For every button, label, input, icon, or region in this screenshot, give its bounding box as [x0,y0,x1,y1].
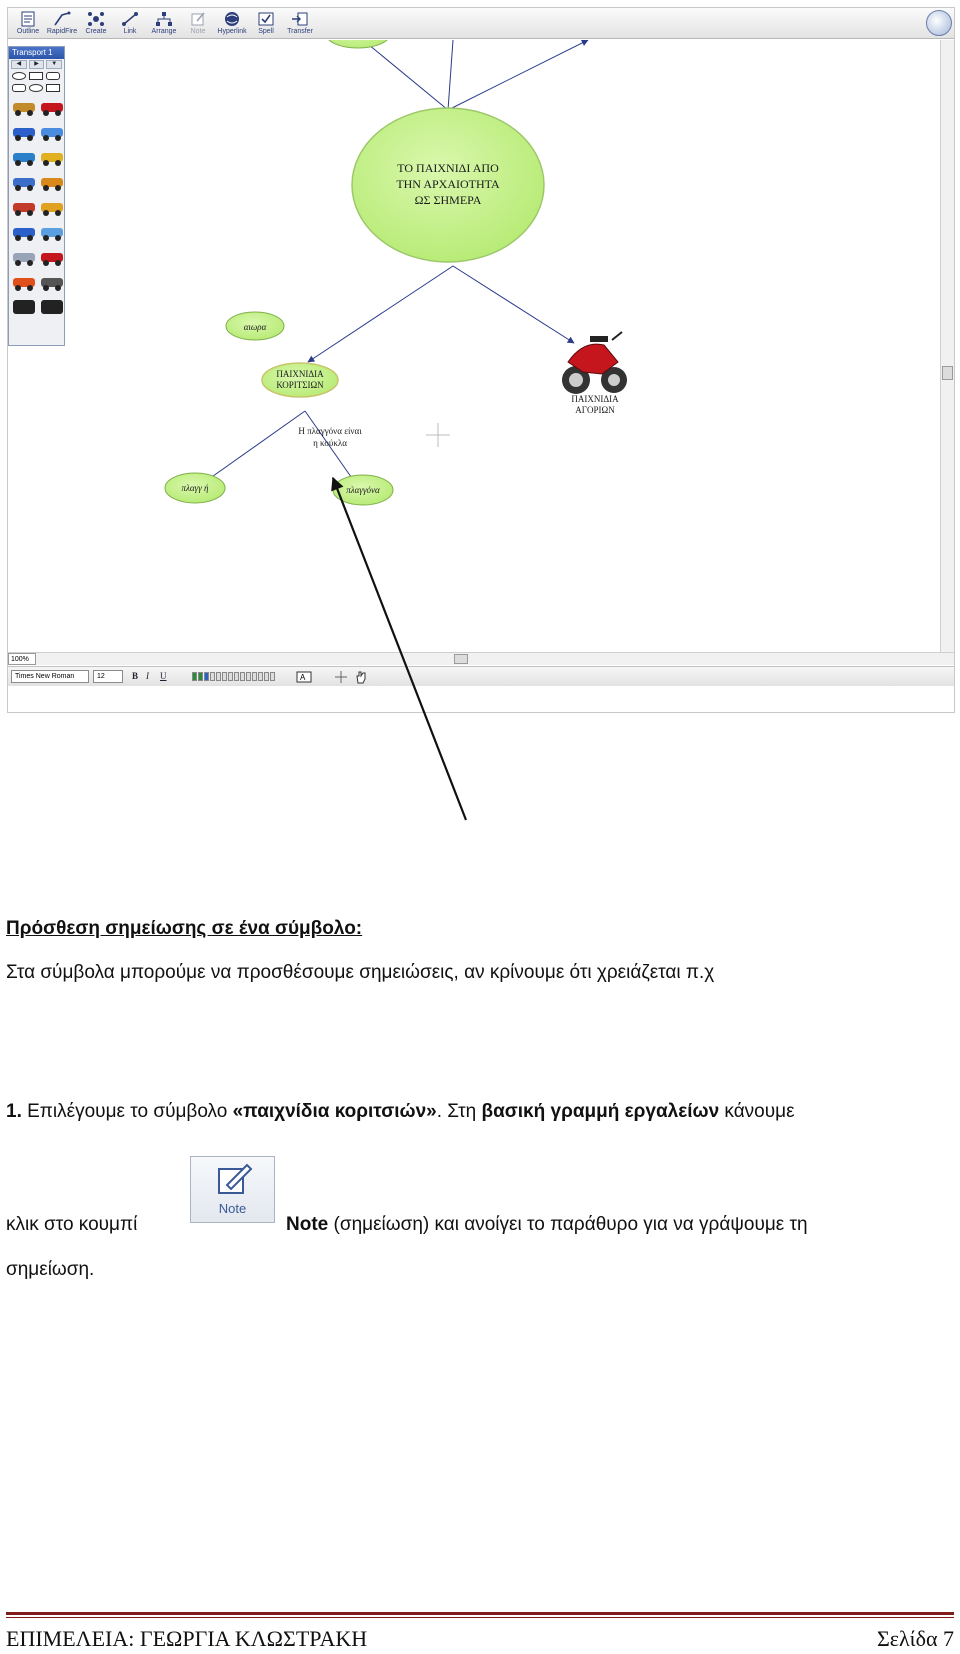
font-family-select[interactable]: Times New Roman [11,670,89,683]
italic-button[interactable]: I [146,671,149,681]
central-node-line1: ΤΟ ΠΑΙΧΝΙΔΙ ΑΠΟ [397,161,499,175]
boys-node-line2: ΑΓΟΡΙΩΝ [575,405,615,415]
footer-page-number: Σελίδα 7 [876,1626,954,1651]
note-label: Note [190,28,206,35]
girls-node-line1: ΠΑΙΧΝΙΔΙΑ [276,369,324,379]
palette-title: Transport 1 [9,47,64,59]
spell-label: Spell [258,28,274,35]
aiora-node-label: αιωρα [243,322,267,332]
click-note-paragraph-end: σημείωση. [6,1259,95,1280]
step-toolbar-name: βασική γραμμή εργαλείων [481,1101,720,1122]
palette-menu-button[interactable]: ▼ [46,60,62,69]
palette-next-button[interactable]: ▶ [29,60,45,69]
girls-node-line2: ΚΟΡΙΤΣΙΩΝ [276,380,324,390]
plaggona-node-label: πλαγγόνα [346,485,380,495]
intro-paragraph: Στα σύμβολα μπορούμε να προσθέσουμε σημειώσεις, αν κρίνουμε ότι χρειάζεται π.χ [6,962,715,983]
note-text-line1: Η πλαγγόνα είναι [298,426,362,436]
central-node-line3: ΩΣ ΣΗΜΕΡΑ [414,193,482,207]
create-label: Create [85,28,107,35]
ptaistra-node-label: πλαγγ ή [181,483,209,493]
click-note-paragraph [6,1214,954,1236]
palette-prev-button[interactable]: ◀ [11,60,27,69]
font-size-select[interactable]: 12 [93,670,123,683]
step-one-paragraph [6,1101,795,1123]
bold-button[interactable]: B [132,671,139,681]
boys-node-line1: ΠΑΙΧΝΙΔΙΑ [571,394,619,404]
note-button-image [190,1156,275,1223]
step-text-e: κάνουμε [719,1101,795,1122]
underline-button[interactable]: U [160,671,167,681]
hyperlink-label: Hyperlink [217,28,247,35]
transfer-label: Transfer [287,28,313,35]
arrange-label: Arrange [151,28,177,35]
svg-text:A: A [300,673,306,682]
note-word: Note [286,1214,329,1235]
note-text-line2: η κούκλα [313,438,347,448]
footer-rule [6,1617,954,1618]
link-label: Link [123,28,137,35]
note-pencil-icon [213,1161,253,1197]
rapidfire-label: RapidFire [46,28,78,35]
step-text-a: Επιλέγουμε το σύμβολο [21,1101,233,1122]
note-button-image-label: Note [218,1201,247,1216]
outline-label: Outline [16,28,40,35]
step-symbol-name: «παιχνίδια κοριτσιών» [232,1101,437,1122]
click-text-a: κλικ στο κουμπί [6,1214,138,1235]
click-text-c: (σημείωση) και ανοίγει το παράθυρο για να γράψουμε τη [328,1214,808,1235]
click-text-rest [286,1214,808,1236]
step-text-c: . Στη [436,1101,482,1122]
footer-rule [6,1612,954,1615]
zoom-level[interactable]: 100% [8,653,36,665]
central-node-line2: ΤΗΝ ΑΡΧΑΙΟΤΗΤΑ [396,177,500,191]
step-number: 1. [6,1101,22,1122]
footer-author: ΕΠΙΜΕΛΕΙΑ: ΓΕΩΡΓΙΑ ΚΛΩΣΤΡΑΚΗ [6,1626,368,1651]
section-heading: Πρόσθεση σημείωσης σε ένα σύμβολο: [6,918,363,939]
